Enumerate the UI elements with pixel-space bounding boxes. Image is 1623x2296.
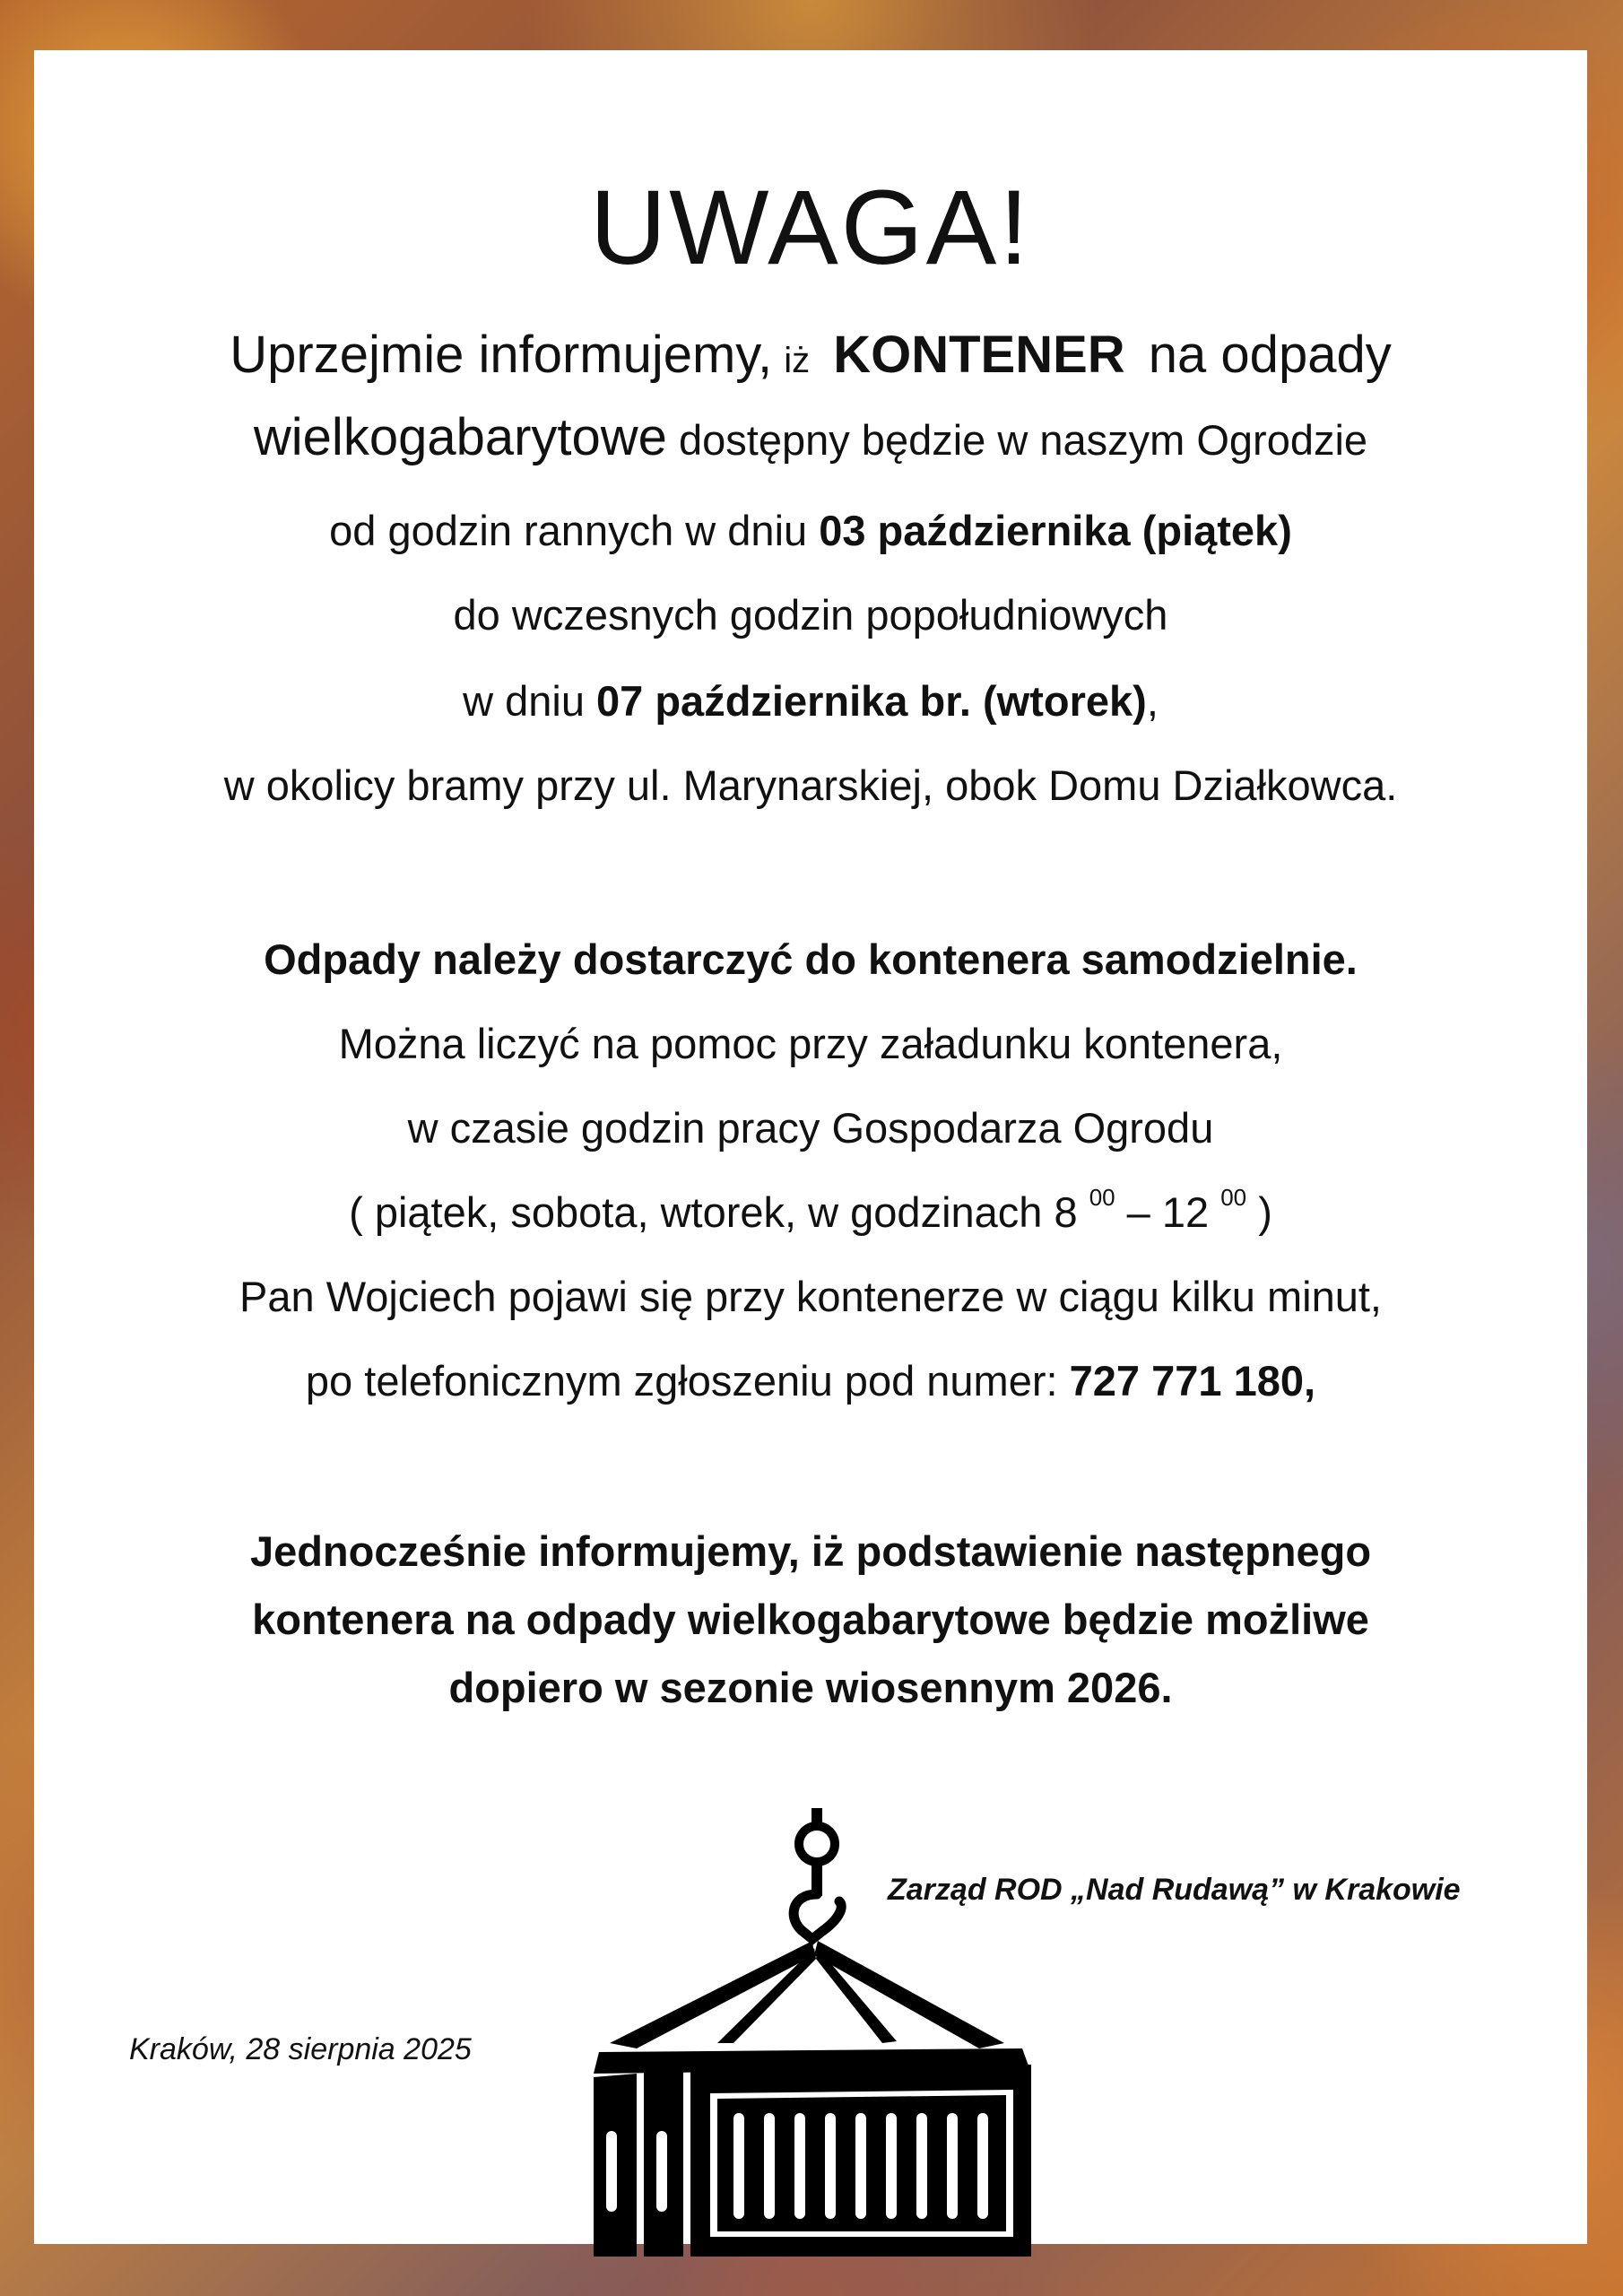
delivery-line-4 <box>34 1186 1587 1239</box>
phone-number: 727 771 180, <box>1069 1357 1316 1405</box>
info-line-5 <box>34 674 1587 728</box>
notice-line-3: dopiero w sezonie wiosennym 2026. <box>448 1664 1173 1711</box>
hours-text-a: ( piątek, sobota, wtorek, w godzinach 8 <box>349 1188 1078 1236</box>
info-line-3 <box>34 504 1587 558</box>
signature: Zarząd ROD „Nad Rudawą” w Krakowie <box>888 1873 1461 1907</box>
hours-start-minutes: 00 <box>1089 1184 1115 1211</box>
delivery-line-6 <box>34 1354 1587 1408</box>
hours-text-b: – 12 <box>1126 1188 1210 1236</box>
info-line-1-a: Uprzejmie informujemy, <box>230 326 773 384</box>
phone-prompt: po telefonicznym zgłoszeniu pod numer: <box>305 1357 1058 1405</box>
hours-end-minutes: 00 <box>1220 1184 1247 1211</box>
info-line-6: w okolicy bramy przy ul. Marynarskiej, obok Domu Działkowca. <box>223 761 1398 809</box>
notice-line-1: Jednocześnie informujemy, iż podstawienie następnego <box>249 1527 1372 1575</box>
shipping-container-crane-hook-icon <box>583 1808 1049 2257</box>
container-keyword: KONTENER <box>833 326 1125 384</box>
info-line-2-a: wielkogabarytowe <box>253 408 667 466</box>
hours-text-c: ) <box>1258 1188 1272 1236</box>
info-line-2 <box>34 408 1587 467</box>
info-line-5-a: w dniu <box>463 677 585 725</box>
notice-sheet <box>34 50 1587 2244</box>
info-line-3-a: od godzin rannych w dniu <box>329 507 808 554</box>
end-date: 07 października br. (wtorek) <box>596 677 1147 725</box>
delivery-line-3: w czasie godzin pracy Gospodarza Ogrodu <box>407 1104 1214 1152</box>
info-line-1-b: iż <box>784 341 811 380</box>
delivery-line-1: Odpady należy dostarczyć do kontenera samodzielnie. <box>264 935 1358 983</box>
delivery-line-5: Pan Wojciech pojawi się przy kontenerze w ciągu kilku minut, <box>239 1273 1382 1320</box>
notice-title: UWAGA! <box>589 169 1032 287</box>
delivery-line-2: Można liczyć na pomoc przy załadunku kontenera, <box>338 1020 1283 1067</box>
notice-line-2: kontenera na odpady wielkogabarytowe będzie możliwe <box>252 1596 1369 1643</box>
date: Kraków, 28 sierpnia 2025 <box>129 2032 472 2066</box>
start-date: 03 października (piątek) <box>819 507 1292 554</box>
info-line-2-b: dostępny będzie w naszym Ogrodzie <box>679 416 1368 464</box>
info-line-1-d: na odpady <box>1148 326 1392 384</box>
info-line-1 <box>34 328 1587 387</box>
info-line-4: do wczesnych godzin popołudniowych <box>453 591 1168 639</box>
info-line-5-c: , <box>1146 677 1159 725</box>
